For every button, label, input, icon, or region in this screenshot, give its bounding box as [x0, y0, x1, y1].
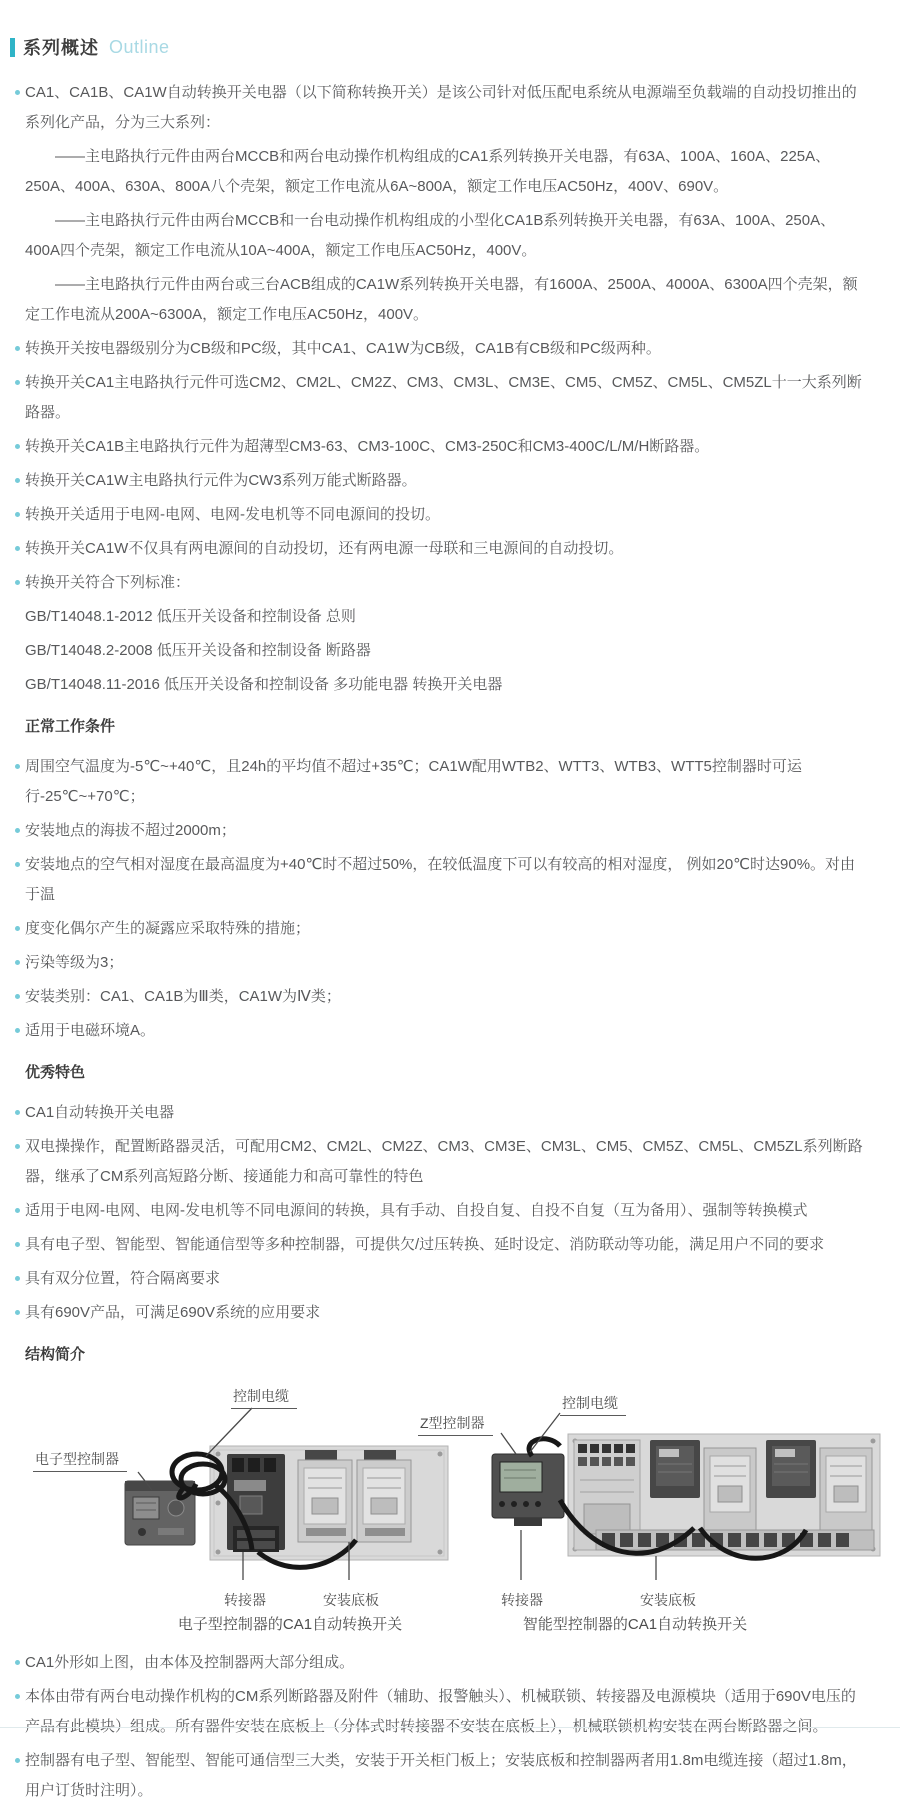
bullet-dot-icon	[15, 1144, 20, 1149]
caption-right-figure: 智能型控制器的CA1自动转换开关	[522, 1616, 748, 1633]
list-item-text: 转换开关按电器级别分为CB级和PC级，其中CA1、CA1W为CB级，CA1B有CB级和PC级两种。	[25, 340, 661, 357]
list-item-text: 具有双分位置，符合隔离要求	[25, 1270, 221, 1287]
figure-left-photo	[125, 1446, 448, 1567]
list-item	[17, 534, 868, 564]
bullet-dot-icon	[15, 994, 20, 999]
list-item	[17, 850, 868, 910]
list-item	[17, 78, 868, 138]
list-item-text: 本体由带有两台电动操作机构的CM系列断路器及附件（辅助、报警触头）、机械联锁、转接器及电源模块（适用于690V电压的产品有此模块）组成。所有器件安装在底板上（分体式时转接器不安装在底板上），机械联锁机构安装在两台断路器之间。	[25, 1688, 856, 1735]
figure-right-photo	[492, 1434, 880, 1558]
list-item	[17, 466, 868, 496]
bullet-dot-icon	[15, 380, 20, 385]
bullet-dot-icon	[15, 580, 20, 585]
bullet-dot-icon	[15, 512, 20, 517]
list-item-text: CA1外形如上图，由本体及控制器两大部分组成。	[25, 1654, 355, 1671]
figure-right-controller	[492, 1454, 564, 1526]
list-item	[17, 500, 868, 530]
list-item-text: 安装类别：CA1、CA1B为Ⅲ类，CA1W为Ⅳ类；	[25, 988, 341, 1005]
bullet-dot-icon	[15, 478, 20, 483]
heading-working-conditions: 正常工作条件	[25, 718, 116, 735]
bullet-dot-icon	[15, 1758, 20, 1763]
title-accent-bar-icon	[10, 38, 15, 57]
list-item	[17, 752, 868, 812]
list-item	[17, 1196, 868, 1226]
list-item-text: 转换开关CA1W不仅具有两电源间的自动投切，还有两电源一母联和三电源间的自动投切。	[25, 540, 624, 557]
document-body	[10, 78, 868, 1806]
bullet-dot-icon	[15, 1242, 20, 1247]
label-right-baseplate: 安装底板	[640, 1592, 696, 1608]
page-title: 系列概述	[23, 38, 99, 58]
series-item-ca1b: ——主电路执行元件由两台MCCB和一台电动操作机构组成的小型化CA1B系列转换开关电器，有63A、100A、250A、400A四个壳架，额定工作电流从10A~400A，额定工作电压AC50Hz，400V。	[25, 212, 836, 259]
section-title	[10, 34, 868, 60]
list-item	[17, 982, 868, 1012]
list-item-text: 具有电子型、智能型、智能通信型等多种控制器，可提供欠/过压转换、延时设定、消防联动等功能，满足用户不同的要求	[25, 1236, 825, 1253]
list-item	[17, 1230, 868, 1260]
list-item	[17, 568, 868, 598]
bullet-dot-icon	[15, 960, 20, 965]
label-left-control-cable: 控制电缆	[231, 1388, 297, 1409]
label-right-controller: Z型控制器	[418, 1415, 493, 1436]
list-item-text: 安装地点的空气相对湿度在最高温度为+40℃时不超过50%，在较低温度下可以有较高的相对湿度， 例如20℃时达90%。对由于温	[25, 856, 856, 903]
list-item-text: 控制器有电子型、智能型、智能可通信型三大类，安装于开关柜门板上；安装底板和控制器两者用1.8m电缆连接（超过1.8m，用户订货时注明）。	[25, 1752, 857, 1799]
list-item	[17, 334, 868, 364]
bullet-dot-icon	[15, 1694, 20, 1699]
list-item-text: 适用于电磁环境A。	[25, 1022, 156, 1039]
bullet-dot-icon	[15, 1028, 20, 1033]
list-item-text: 转换开关CA1主电路执行元件可选CM2、CM2L、CM2Z、CM3、CM3L、CM3E、CM5、CM5Z、CM5L、CM5ZL十一大系列断路器。	[25, 374, 862, 421]
list-item-text: 适用于电网-电网、电网-发电机等不同电源间的转换，具有手动、自投自复、自投不自复（互为备用）、强制等转换模式	[25, 1202, 808, 1219]
bullet-dot-icon	[15, 1208, 20, 1213]
list-item	[17, 1648, 868, 1678]
caption-left-figure: 电子型控制器的CA1自动转换开关	[177, 1616, 403, 1633]
bullet-dot-icon	[15, 1110, 20, 1115]
list-item	[17, 368, 868, 428]
list-item-text: 转换开关适用于电网-电网、电网-发电机等不同电源间的投切。	[25, 506, 440, 523]
list-item	[17, 816, 868, 846]
label-left-controller: 电子型控制器	[33, 1451, 127, 1472]
list-item	[17, 1264, 868, 1294]
list-item-text: 污染等级为3；	[25, 954, 124, 971]
heading-features: 优秀特色	[25, 1064, 86, 1081]
bottom-divider	[0, 1727, 900, 1728]
bullet-dot-icon	[15, 346, 20, 351]
list-item	[17, 432, 868, 462]
label-right-control-cable: 控制电缆	[560, 1395, 626, 1416]
list-item-text: 转换开关CA1W主电路执行元件为CW3系列万能式断路器。	[25, 472, 417, 489]
bullet-dot-icon	[15, 1276, 20, 1281]
page-title-en: Outline	[109, 36, 170, 57]
bullet-dot-icon	[15, 90, 20, 95]
bullet-dot-icon	[15, 828, 20, 833]
list-item	[17, 1746, 868, 1806]
standard-line: GB/T14048.2-2008 低压开关设备和控制设备 断路器	[25, 642, 371, 659]
intro-lead-text: CA1、CA1B、CA1W自动转换开关电器（以下简称转换开关）是该公司针对低压配电系统从电源端至负载端的自动投切推出的系列化产品，分为三大系列：	[25, 84, 857, 131]
list-item-text: 转换开关符合下列标准：	[25, 574, 191, 591]
bullet-dot-icon	[15, 1310, 20, 1315]
list-item	[17, 914, 868, 944]
list-item	[17, 1298, 868, 1328]
list-item-text: 度变化偶尔产生的凝露应采取特殊的措施；	[25, 920, 311, 937]
list-item-text: 具有690V产品，可满足690V系统的应用要求	[25, 1304, 321, 1321]
list-item-text: 安装地点的海拔不超过2000m；	[25, 822, 236, 839]
standard-line: GB/T14048.11-2016 低压开关设备和控制设备 多功能电器 转换开关电器	[25, 676, 503, 693]
structure-figures	[0, 1380, 900, 1638]
bullet-dot-icon	[15, 926, 20, 931]
bullet-dot-icon	[15, 444, 20, 449]
list-item-text: 转换开关CA1B主电路执行元件为超薄型CM3-63、CM3-100C、CM3-250C和CM3-400C/L/M/H断路器。	[25, 438, 710, 455]
series-item-ca1w: ——主电路执行元件由两台或三台ACB组成的CA1W系列转换开关电器，有1600A、2500A、4000A、6300A四个壳架，额定工作电流从200A~6300A，额定工作电压AC50Hz，400V。	[25, 276, 858, 323]
list-item	[17, 948, 868, 978]
list-item	[17, 1132, 868, 1192]
standard-line: GB/T14048.1-2012 低压开关设备和控制设备 总则	[25, 608, 356, 625]
bullet-dot-icon	[15, 1660, 20, 1665]
label-left-adapter: 转接器	[224, 1592, 266, 1608]
heading-structure: 结构简介	[25, 1346, 86, 1363]
list-item-text: 周围空气温度为-5℃~+40℃，且24h的平均值不超过+35℃；CA1W配用WTB2、WTT3、WTB3、WTT5控制器时可运行-25℃~+70℃；	[25, 758, 802, 805]
figure-left-controller	[125, 1481, 195, 1545]
list-item	[17, 1098, 868, 1128]
series-item-ca1: ——主电路执行元件由两台MCCB和两台电动操作机构组成的CA1系列转换开关电器，有63A、100A、160A、225A、250A、400A、630A、800A八个壳架，额定工作电流从6A~800A，额定工作电压AC50Hz，400V、690V。	[25, 148, 831, 195]
list-item	[17, 1016, 868, 1046]
list-item-text: 双电操操作，配置断路器灵活，可配用CM2、CM2L、CM2Z、CM3、CM3E、CM3L、CM5、CM5Z、CM5L、CM5ZL系列断路器，继承了CM系列高短路分断、接通能力和高可靠性的特色	[25, 1138, 863, 1185]
list-item-text: CA1自动转换开关电器	[25, 1104, 175, 1121]
list-item	[17, 1682, 868, 1742]
bullet-dot-icon	[15, 862, 20, 867]
label-right-adapter: 转接器	[501, 1592, 543, 1608]
bullet-dot-icon	[15, 546, 20, 551]
label-left-baseplate: 安装底板	[323, 1592, 379, 1608]
bullet-dot-icon	[15, 764, 20, 769]
